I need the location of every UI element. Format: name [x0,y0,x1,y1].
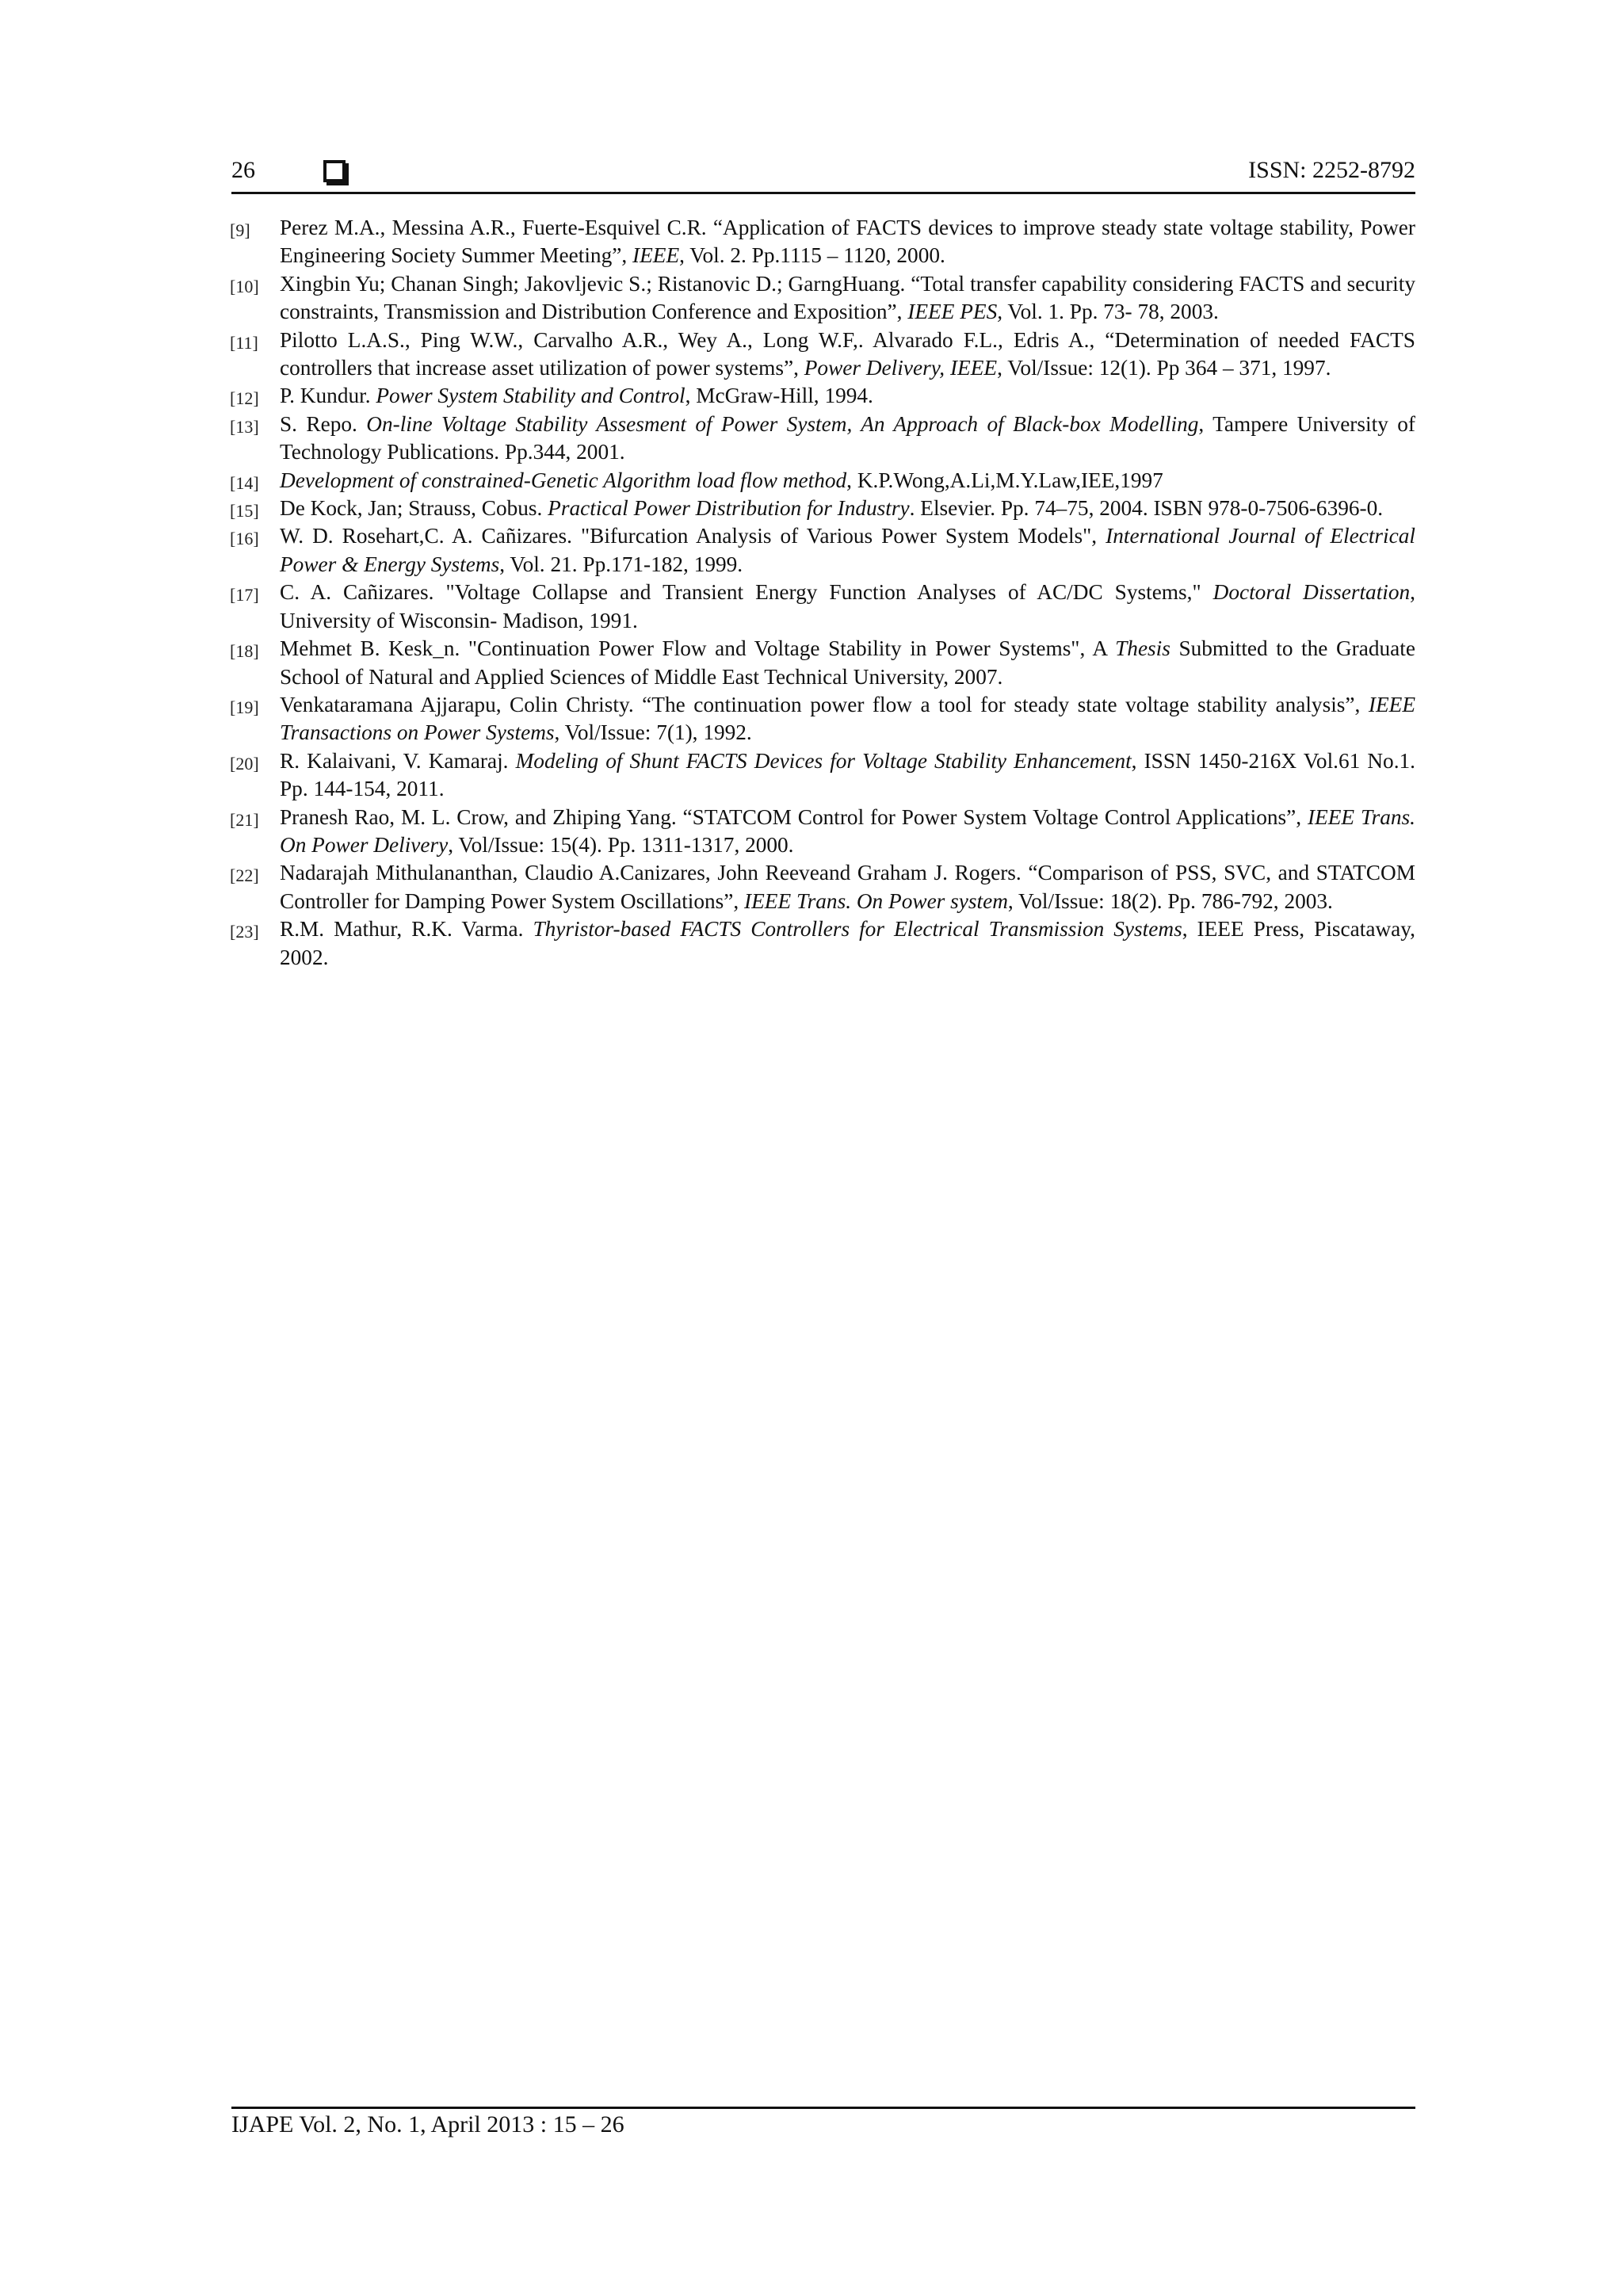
reference-number: [12] [230,388,259,409]
reference-text-segment: , Vol/Issue: 15(4). Pp. 1311-1317, 2000. [448,832,794,857]
reference-title-italic: IEEE PES, [907,300,1003,324]
reference-number: [15] [230,501,259,521]
reference-text-segment: , University of Wisconsin- Madison, 1991. [280,580,1415,632]
reference-title-italic: Practical Power Distribution for Industry [548,496,910,521]
reference-number: [20] [230,753,259,774]
reference-number: [10] [230,276,259,296]
reference-text [280,272,1415,323]
reference-text-segment: Mehmet B. Kesk_n. "Continuation Power Flow and Voltage Stability in Power Systems", A [280,636,1116,661]
reference-text-segment: , Vol/Issue: 12(1). Pp 364 – 371, 1997. [997,356,1331,380]
reference-text-segment: Pilotto L.A.S., Ping W.W., Carvalho A.R., Wey A., Long W.F,. Alvarado F.L., Edris A., “Determination of needed FACTS controllers that increase asset utilization of power systems”, [280,327,1415,380]
reference-text-segment: Vol. 1. Pp. 73- 78, 2003. [1002,300,1219,324]
reference-item [230,579,1415,635]
reference-text [280,917,1415,968]
reference-number: [23] [230,922,259,942]
reference-text-segment: Perez M.A., Messina A.R., Fuerte-Esquivel C.R. “Application of FACTS devices to improve steady state voltage stability, Power Engineering Society Summer Meeting”, [280,216,1415,268]
reference-item [230,804,1415,860]
reference-text-segment: , McGraw-Hill, 1994. [685,384,873,408]
reference-title-italic: Thesis [1115,636,1170,661]
reference-item [230,859,1415,915]
reference-text [280,412,1415,464]
reference-text-segment: W. D. Rosehart,C. A. Cañizares. "Bifurcation Analysis of Various Power System Models", [280,524,1106,548]
reference-text [280,328,1415,380]
reference-text-segment: , Tampere University of Technology Publications. Pp.344, 2001. [280,411,1415,464]
reference-number: [18] [230,641,259,662]
reference-text-segment: , K.P.Wong,A.Li,M.Y.Law,IEE,1997 [846,468,1163,492]
reference-number: [21] [230,809,259,830]
reference-title-italic: Thyristor-based FACTS Controllers for Electrical Transmission Systems [533,917,1182,942]
reference-text [280,216,1415,267]
reference-text [280,524,1415,575]
reference-item [230,495,1415,522]
reference-text [280,693,1415,744]
reference-text [280,384,873,407]
reference-title-italic: On-line Voltage Stability Assesment of Power System, An Approach of Black-box Modelling [366,411,1199,436]
reference-item [230,411,1415,467]
reference-item [230,270,1415,327]
reference-item [230,327,1415,383]
reference-text [280,580,1415,632]
reference-title-italic: International Journal of Electrical Power & Energy Systems [280,524,1415,576]
reference-item [230,915,1415,972]
issn-label: ISSN: 2252-8792 [1248,157,1415,183]
reference-number: [11] [230,332,258,353]
reference-text-segment: Venkataramana Ajjarapu, Colin Christy. “The continuation power flow a tool for steady state voltage stability analysis”, [280,692,1369,716]
reference-item [230,382,1415,410]
reference-text [280,861,1415,912]
reference-item [230,467,1415,495]
reference-text-segment: , Vol. 2. Pp.1115 – 1120, 2000. [679,243,945,268]
page-number: 26 [231,157,255,183]
reference-text-segment: R.M. Mathur, R.K. Varma. [280,917,533,942]
reference-text-segment: , IEEE Press, Piscataway, 2002. [280,917,1416,969]
reference-item [230,747,1415,804]
reference-number: [19] [230,697,259,717]
reference-text-segment: Pranesh Rao, M. L. Crow, and Zhiping Yang. “STATCOM Control for Power System Voltage Control Applications”, [280,804,1308,829]
reference-text-segment: C. A. Cañizares. "Voltage Collapse and Transient Energy Function Analyses of AC/DC Systems," [280,580,1213,605]
reference-item [230,635,1415,691]
reference-text [280,749,1415,800]
header-rule [231,192,1415,194]
reference-text-segment: , ISSN 1450-216X Vol.61 No.1. Pp. 144-154, 2011. [280,748,1415,801]
reference-text [280,496,1383,520]
reference-title-italic: IEEE [632,243,680,268]
reference-text-segment: S. Repo. [280,411,367,436]
reference-number: [16] [230,529,259,549]
reference-item [230,522,1415,579]
reference-number: [22] [230,865,259,886]
reference-number: [13] [230,416,259,437]
footer-rule [231,2107,1415,2109]
reference-text-segment: . Elsevier. Pp. 74–75, 2004. ISBN 978-0-7506-6396-0. [909,496,1384,521]
reference-number: [17] [230,585,259,606]
reference-text-segment: Submitted to the Graduate School of Natural and Applied Sciences of Middle East Technical University, 2007. [280,636,1415,689]
reference-text [280,805,1415,857]
reference-text-segment: De Kock, Jan; Strauss, Cobus. [280,496,548,521]
reference-list [230,214,1415,972]
reference-title-italic: Development of constrained-Genetic Algorithm load flow method [280,468,847,492]
page-header [231,152,1415,192]
reference-text [280,468,1163,492]
reference-text-segment: , Vol/Issue: 18(2). Pp. 786-792, 2003. [1007,888,1333,913]
reference-text-segment: , Vol/Issue: 7(1), 1992. [554,720,752,745]
reference-number: [14] [230,472,259,493]
reference-title-italic: Doctoral Dissertation [1212,580,1411,605]
square-bullet-icon [323,160,346,182]
reference-item [230,691,1415,747]
reference-title-italic: IEEE Transactions on Power Systems [280,692,1415,745]
reference-number: [9] [230,220,250,240]
reference-title-italic: IEEE Trans. On Power system [744,888,1008,913]
reference-title-italic: IEEE Trans. On Power Delivery [280,804,1415,857]
journal-footer: IJAPE Vol. 2, No. 1, April 2013 : 15 – 26 [231,2111,624,2137]
reference-title-italic: Power System Stability and Control [376,384,685,408]
reference-text-segment: , Vol. 21. Pp.171-182, 1999. [499,552,743,576]
reference-text-segment: R. Kalaivani, V. Kamaraj. [280,748,516,773]
reference-text-segment: P. Kundur. [280,384,376,408]
reference-text-segment: Nadarajah Mithulananthan, Claudio A.Canizares, John Reeveand Graham J. Rogers. “Comparison of PSS, SVC, and STATCOM Controller for Damping Power System Oscillations”, [280,861,1415,913]
reference-title-italic: Power Delivery, IEEE [804,356,998,380]
reference-title-italic: Modeling of Shunt FACTS Devices for Voltage Stability Enhancement [515,748,1132,773]
reference-text-segment: Xingbin Yu; Chanan Singh; Jakovljevic S.; Ristanovic D.; GarngHuang. “Total transfer capability considering FACTS and security constraints, Transmission and Distribution Conference and Exposition”, [280,271,1415,324]
reference-item [230,214,1415,270]
reference-text [280,636,1415,688]
